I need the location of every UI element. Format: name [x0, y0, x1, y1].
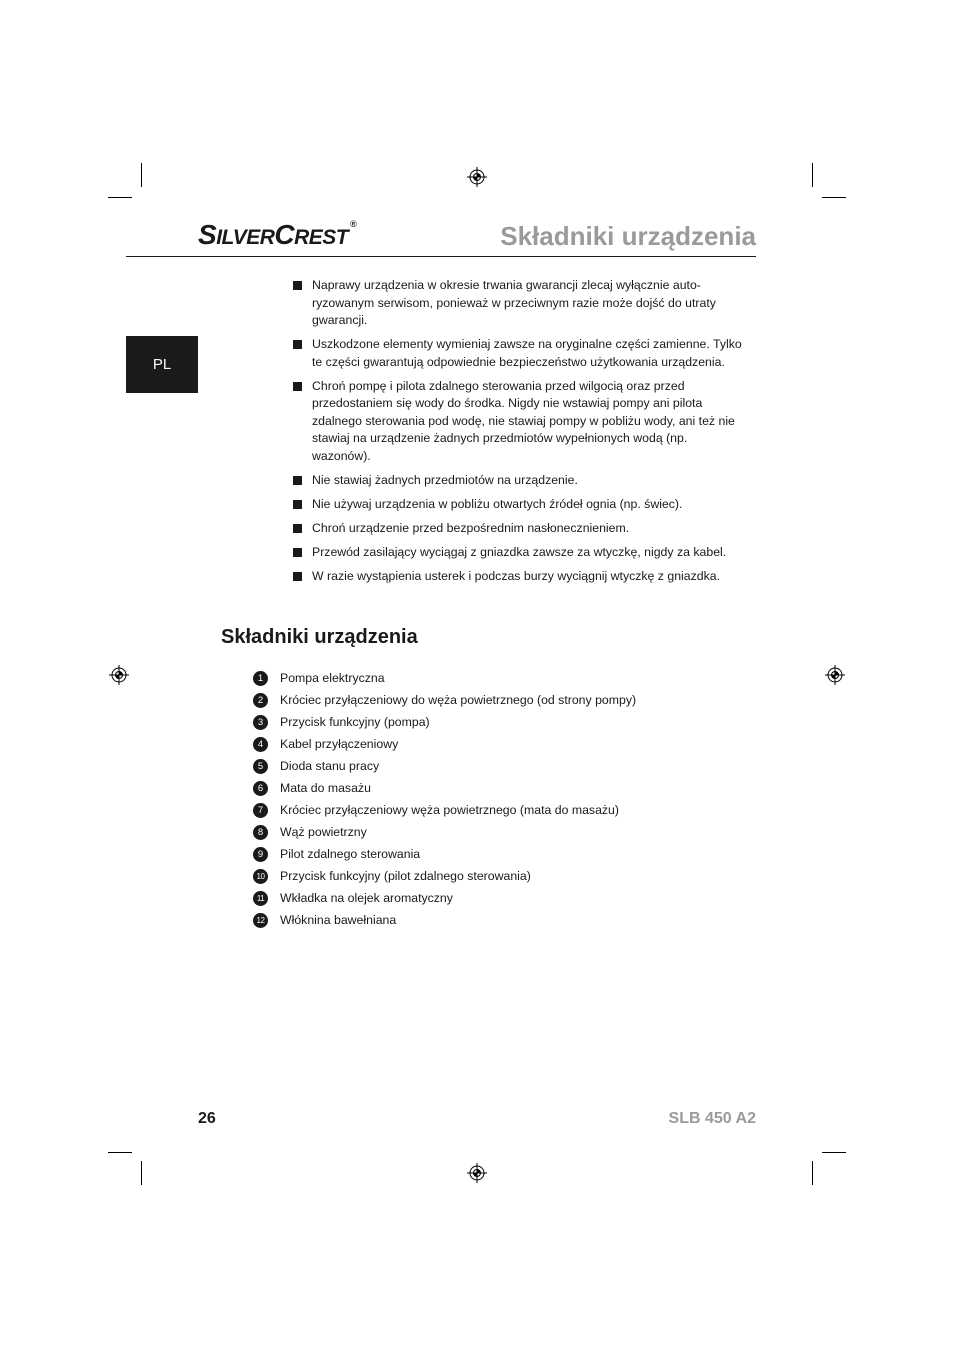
list-item: Chroń pompę i pilota zdalnego sterowania przed wilgocią oraz przed przedostaniem się wody do środka. Nigdy nie wstawiaj pompy ani pilota zdalnego sterowania pod wodę, nie stawiaj pompy w pobliżu wody, ani też nie stawiaj na urządzenie żadnych przedmiotów wypełnionych wodą (np. wazonów). — [293, 378, 743, 466]
list-item: 8 Wąż powietrzny — [253, 822, 733, 844]
list-item: 2 Króciec przyłączeniowy do węża powietrznego (od strony pompy) — [253, 690, 733, 712]
square-bullet-icon — [293, 340, 302, 349]
square-bullet-icon — [293, 500, 302, 509]
number-badge: 6 — [253, 781, 268, 796]
square-bullet-icon — [293, 476, 302, 485]
model-number: SLB 450 A2 — [668, 1110, 756, 1127]
crop-mark — [822, 197, 846, 198]
registration-mark-icon — [467, 1163, 487, 1183]
list-item: Przewód zasilający wyciągaj z gniazdka zawsze za wtyczkę, nigdy za kabel. — [293, 544, 743, 562]
list-item: 7 Króciec przyłączeniowy węża powietrznego (mata do masażu) — [253, 800, 733, 822]
square-bullet-icon — [293, 281, 302, 290]
section-heading: Składniki urządzenia — [221, 626, 418, 648]
crop-mark — [812, 163, 813, 187]
number-badge: 3 — [253, 715, 268, 730]
components-list — [253, 668, 733, 932]
list-item: W razie wystąpienia usterek i podczas burzy wyciągnij wtyczkę z gniazdka. — [293, 568, 743, 586]
list-item: Nie stawiaj żadnych przedmiotów na urządzenie. — [293, 472, 743, 490]
safety-bullet-list — [293, 277, 743, 592]
registration-mark-icon — [467, 167, 487, 187]
list-item: 1 Pompa elektryczna — [253, 668, 733, 690]
list-item: 5 Dioda stanu pracy — [253, 756, 733, 778]
crop-mark — [108, 1152, 132, 1153]
list-item: Uszkodzone elementy wymieniaj zawsze na oryginalne części zamienne. Tylko te części gwarantują odpowiednie bezpieczeństwo użytkowania urządzenia. — [293, 336, 743, 371]
list-item: Chroń urządzenie przed bezpośrednim nasłonecznieniem. — [293, 520, 743, 538]
square-bullet-icon — [293, 382, 302, 391]
list-item: 11 Wkładka na olejek aromatyczny — [253, 888, 733, 910]
crop-mark — [108, 197, 132, 198]
list-item: 10 Przycisk funkcyjny (pilot zdalnego sterowania) — [253, 866, 733, 888]
number-badge: 1 — [253, 671, 268, 686]
number-badge: 9 — [253, 847, 268, 862]
number-badge: 12 — [253, 913, 268, 928]
crop-mark — [822, 1152, 846, 1153]
page-number: 26 — [198, 1110, 216, 1127]
page-header-title: Składniki urządzenia — [500, 221, 756, 251]
registration-mark-icon — [109, 665, 129, 685]
list-item: Naprawy urządzenia w okresie trwania gwarancji zlecaj wyłącznie auto-ryzowanym serwisom, ponieważ w przeciwnym razie może dojść do utraty gwarancji. — [293, 277, 743, 330]
list-item: 9 Pilot zdalnego sterowania — [253, 844, 733, 866]
square-bullet-icon — [293, 548, 302, 557]
crop-mark — [141, 163, 142, 187]
square-bullet-icon — [293, 524, 302, 533]
list-item: 4 Kabel przyłączeniowy — [253, 734, 733, 756]
number-badge: 2 — [253, 693, 268, 708]
number-badge: 5 — [253, 759, 268, 774]
crop-mark — [141, 1161, 142, 1185]
crop-mark — [812, 1161, 813, 1185]
list-item: 12 Włóknina bawełniana — [253, 910, 733, 932]
list-item: Nie używaj urządzenia w pobliżu otwartych źródeł ognia (np. świec). — [293, 496, 743, 514]
list-item: 6 Mata do masażu — [253, 778, 733, 800]
header-divider — [126, 256, 756, 257]
number-badge: 8 — [253, 825, 268, 840]
registration-mark-icon — [825, 665, 845, 685]
number-badge: 7 — [253, 803, 268, 818]
list-item: 3 Przycisk funkcyjny (pompa) — [253, 712, 733, 734]
square-bullet-icon — [293, 572, 302, 581]
number-badge: 11 — [253, 891, 268, 906]
number-badge: 4 — [253, 737, 268, 752]
number-badge: 10 — [253, 869, 268, 884]
brand-logo: SILVERCREST® — [198, 219, 357, 250]
language-tab: PL — [126, 336, 198, 393]
